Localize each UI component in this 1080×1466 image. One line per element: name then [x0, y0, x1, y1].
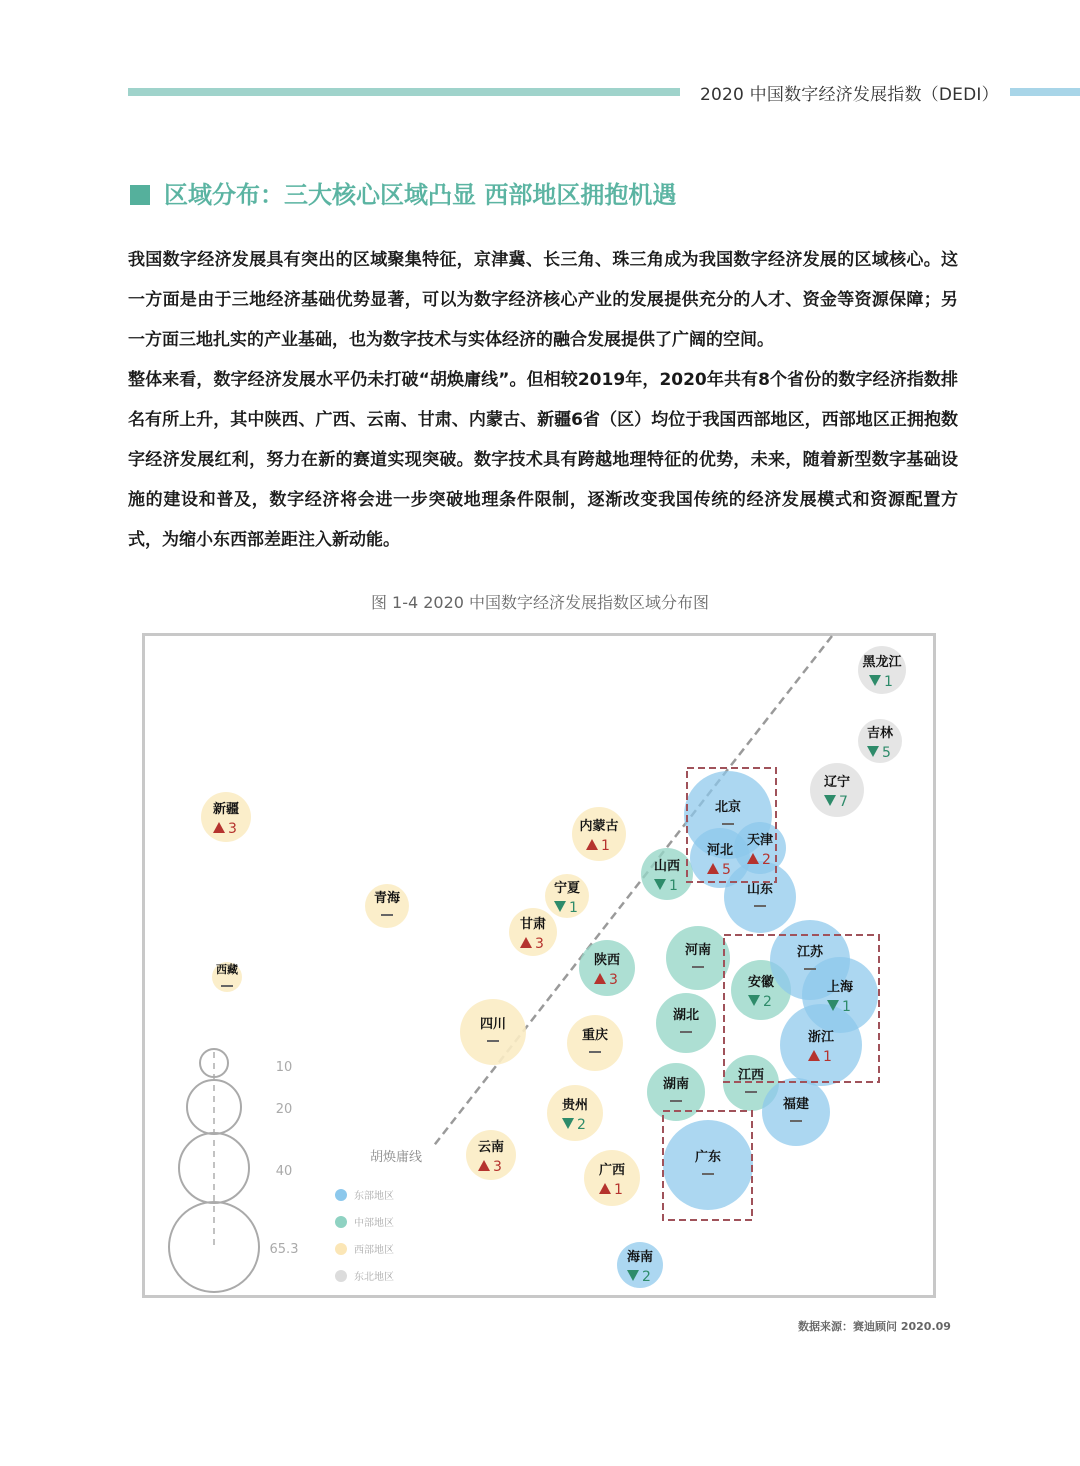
no-change-dash — [670, 1100, 682, 1102]
rank-change-value: 1 — [884, 674, 893, 690]
bubble-河北 — [690, 828, 750, 888]
no-change-dash — [722, 823, 734, 825]
bubble-label: 安徽 — [747, 975, 775, 990]
paragraph: 整体来看，数字经济发展水平仍未打破“胡焕庸线”。但相较2019年，2020年共有8个省份的数字经济指数排名有所上升，其中陕西、广西、云南、甘肃、内蒙古、新疆6省（区）均位于我国西部地区，西部地区正拥抱数字经济发展红利，努力在新的赛道实现突破。数字技术具有跨越地理特征的优势，未来，随着新型数字基础设施的建设和普及，数字经济将会进一步突破地理条件限制，逐渐改变我国传统的经济发展模式和资源配置方式，为缩小东西部差距注入新动能。 — [128, 370, 958, 550]
no-change-dash — [487, 1040, 499, 1042]
bubble-label: 山东 — [746, 882, 774, 897]
figure-caption: 图 1-4 2020 中国数字经济发展指数区域分布图 — [370, 593, 710, 612]
legend-swatch-west — [335, 1243, 347, 1255]
rank-change-value: 5 — [722, 862, 731, 878]
rank-change-value: 1 — [842, 999, 851, 1015]
bubble-云南 — [466, 1130, 516, 1180]
no-change-dash — [702, 1173, 714, 1175]
rank-change-value: 3 — [535, 936, 544, 952]
paragraph: 我国数字经济发展具有突出的区域聚集特征，京津冀、长三角、珠三角成为我国数字经济发展的区域核心。这一方面是由于三地经济基础优势显著，可以为数字经济核心产业的发展提供充分的人才、资金等资源保障；另一方面三地扎实的产业基础，也为数字技术与实体经济的融合发展提供了广阔的空间。 — [128, 250, 958, 350]
bubble-label: 上海 — [826, 980, 854, 995]
bubble-label: 西藏 — [216, 963, 238, 976]
bubble-label: 青海 — [373, 891, 401, 906]
rank-change-value: 2 — [763, 994, 772, 1010]
legend-label: 中部地区 — [354, 1218, 394, 1229]
bubble-贵州 — [547, 1085, 603, 1141]
legend-label: 东北地区 — [354, 1272, 394, 1283]
data-source: 数据来源：赛迪顾问 2020.09 — [798, 1320, 951, 1333]
bubble-label: 福建 — [782, 1097, 810, 1112]
bubble-label: 海南 — [626, 1250, 654, 1265]
no-change-dash — [381, 914, 393, 916]
rank-change-value: 1 — [614, 1182, 623, 1198]
bubble-label: 辽宁 — [823, 775, 851, 790]
no-change-dash — [680, 1031, 692, 1033]
rank-change-value: 2 — [577, 1117, 586, 1133]
bubble-label: 甘肃 — [519, 917, 547, 932]
no-change-dash — [804, 968, 816, 970]
size-legend-label: 65.3 — [269, 1242, 299, 1257]
legend-label: 东部地区 — [354, 1191, 394, 1202]
header-title: 2020 中国数字经济发展指数（DEDI） — [700, 85, 999, 105]
size-legend-circle — [169, 1202, 259, 1292]
rank-change-value: 2 — [642, 1269, 651, 1285]
bubble-label: 河北 — [706, 843, 734, 858]
no-change-dash — [692, 966, 704, 968]
bubble-label: 贵州 — [561, 1098, 589, 1113]
legend-swatch-central — [335, 1216, 347, 1228]
size-legend-label: 40 — [275, 1164, 293, 1179]
bubble-河南 — [666, 926, 730, 990]
bubble-label: 山西 — [653, 859, 681, 874]
bubble-label: 湖北 — [672, 1008, 700, 1023]
bubble-label: 广西 — [598, 1163, 626, 1178]
bubble-label: 天津 — [746, 833, 774, 848]
no-change-dash — [754, 905, 766, 907]
legend-swatch-northeast — [335, 1270, 347, 1282]
bubble-湖北 — [656, 993, 716, 1053]
bubble-广东 — [663, 1120, 753, 1210]
bubble-label: 宁夏 — [553, 881, 581, 896]
no-change-dash — [221, 985, 233, 987]
bubble-label: 吉林 — [866, 726, 894, 741]
bubble-label: 黑龙江 — [862, 655, 902, 670]
bubble-label: 河南 — [684, 943, 712, 958]
legend-swatch-east — [335, 1189, 347, 1201]
bubble-黑龙江 — [858, 646, 906, 694]
bubble-新疆 — [201, 792, 251, 842]
bubble-label: 云南 — [477, 1140, 505, 1155]
rank-change-value: 3 — [609, 972, 618, 988]
bubble-湖南 — [647, 1063, 705, 1121]
legend-label: 西部地区 — [354, 1245, 394, 1256]
rank-change-value: 7 — [839, 794, 848, 810]
bubble-label: 广东 — [694, 1150, 722, 1165]
no-change-dash — [745, 1091, 757, 1093]
bubble-内蒙古 — [572, 807, 626, 861]
bubble-重庆 — [567, 1015, 623, 1071]
bubble-label: 浙江 — [807, 1030, 835, 1045]
bubble-label: 陕西 — [593, 953, 621, 968]
size-legend-label: 20 — [275, 1102, 293, 1117]
rank-change-value: 1 — [569, 900, 578, 916]
rank-change-value: 3 — [228, 821, 237, 837]
rank-change-value: 1 — [601, 838, 610, 854]
bubble-广西 — [584, 1150, 640, 1206]
section-title-text: 区域分布：三大核心区域凸显 西部地区拥抱机遇 — [164, 181, 677, 209]
bubble-甘肃 — [509, 908, 557, 956]
rank-change-value: 1 — [669, 878, 678, 894]
bubble-label: 重庆 — [581, 1028, 609, 1043]
bubble-四川 — [460, 999, 526, 1065]
bubble-海南 — [617, 1242, 663, 1288]
rank-change-value: 3 — [493, 1159, 502, 1175]
bubble-山西 — [641, 848, 693, 900]
bubble-label: 北京 — [714, 800, 742, 815]
bubble-label: 湖南 — [662, 1077, 690, 1092]
bubble-福建 — [762, 1078, 830, 1146]
rank-change-value: 2 — [762, 852, 771, 868]
size-legend-label: 10 — [275, 1060, 293, 1075]
bubble-陕西 — [579, 940, 635, 996]
rank-change-value: 1 — [823, 1049, 832, 1065]
bubble-label: 内蒙古 — [579, 819, 619, 834]
bubble-label: 江西 — [737, 1068, 765, 1083]
bubble-label: 四川 — [479, 1017, 507, 1032]
no-change-dash — [589, 1051, 601, 1053]
no-change-dash — [790, 1120, 802, 1122]
bubble-辽宁 — [810, 763, 864, 817]
bubble-label: 新疆 — [212, 802, 240, 817]
rank-change-value: 5 — [882, 745, 891, 761]
bubble-label: 江苏 — [796, 945, 824, 960]
hu-line-label: 胡焕庸线 — [369, 1150, 423, 1165]
